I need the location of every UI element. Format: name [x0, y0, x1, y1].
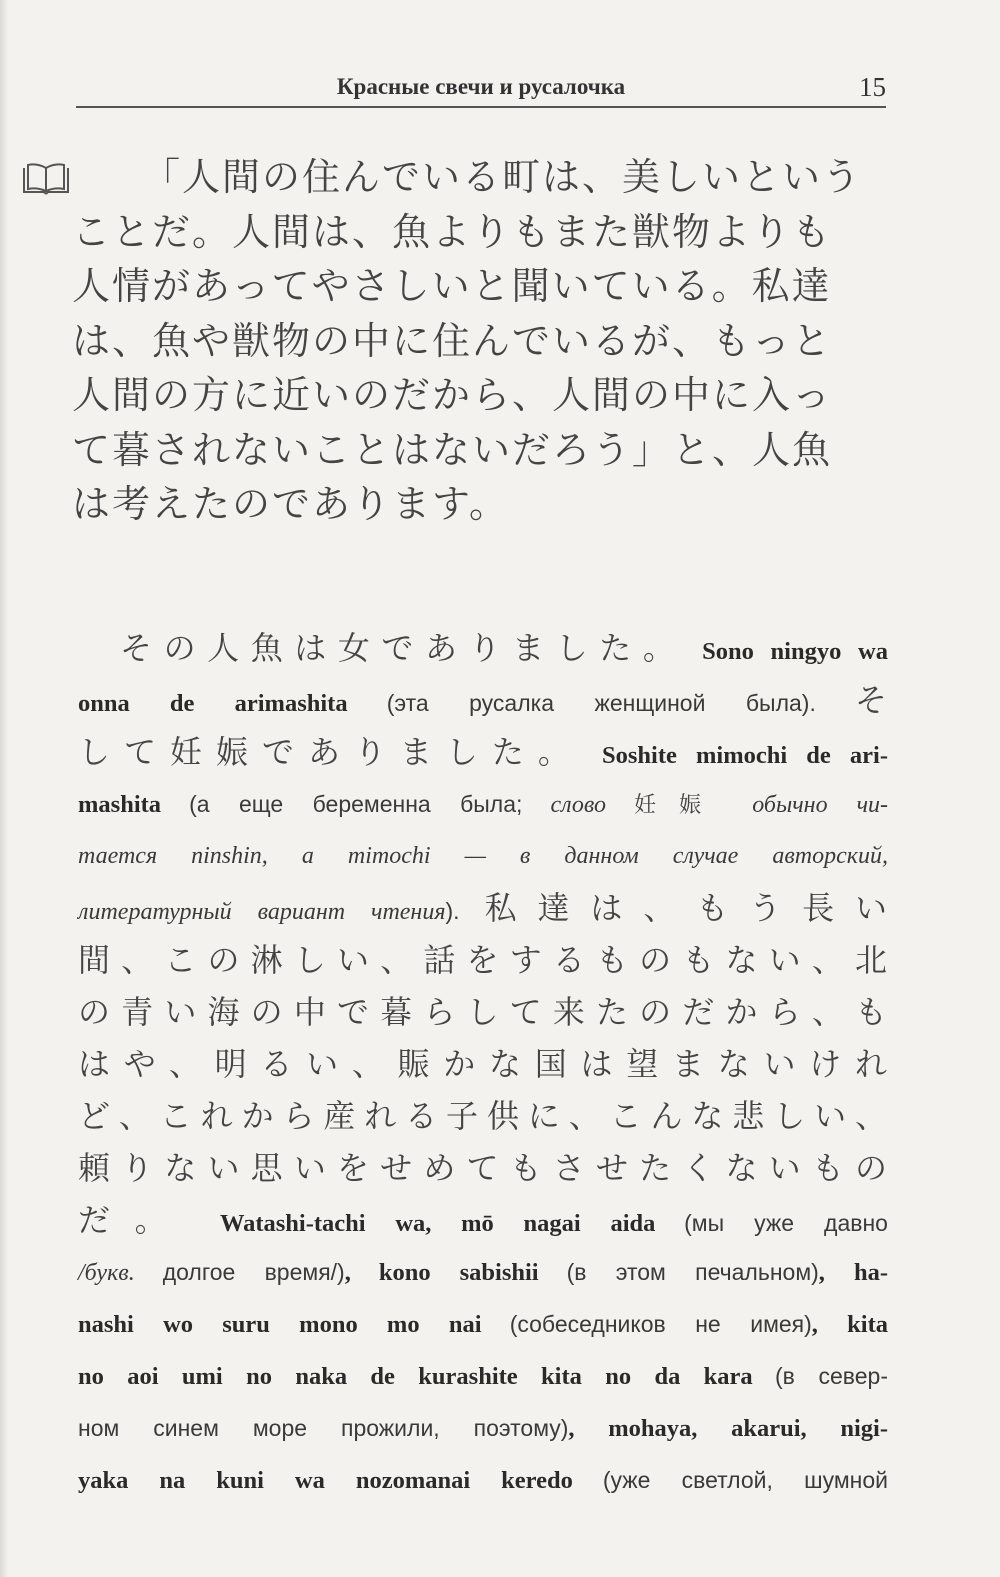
text-line	[78, 778, 888, 830]
text-line	[78, 1038, 888, 1090]
russian-translation: (а еще беременна была;	[189, 791, 523, 817]
romaji-text: Watashi-tachi wa, mō nagai aida	[219, 1210, 656, 1237]
italic-note: литературный вариант чтения	[78, 899, 446, 925]
romaji-text: nashi wo suru mono mo nai	[78, 1311, 482, 1338]
text-line	[78, 674, 888, 726]
russian-translation: (эта русалка женщиной была).	[386, 690, 816, 716]
text-line	[78, 986, 888, 1038]
romaji-text: Sono ningyo wa	[702, 638, 888, 665]
russian-translation: ).	[445, 898, 460, 924]
romaji-text: kono sabishii	[378, 1259, 539, 1286]
romaji-text: ,	[344, 1259, 351, 1286]
passage-line: 人情があってやさしいと聞いている。私達	[72, 264, 832, 308]
russian-translation: (в этом печальном)	[566, 1259, 819, 1285]
page-number: 15	[859, 72, 886, 102]
japanese-text: の青い海の中で暮らして来たのだから、も	[78, 993, 888, 1031]
text-line	[78, 934, 888, 986]
russian-translation: ном синем море прожили, поэтому)	[78, 1415, 569, 1441]
russian-translation: (мы уже давно	[684, 1210, 888, 1236]
japanese-text: はや、明るい、賑かな国は望まないけれ	[78, 1045, 888, 1083]
romaji-text: onna de arimashita	[78, 690, 348, 717]
romaji-text: , kita	[811, 1311, 889, 1338]
passage-line: て暮されないことはないだろう」と、人魚	[72, 427, 833, 472]
japanese-text: ど、これから産れる子供に、こんな悲しい、	[78, 1097, 888, 1135]
japanese-reading-passage	[72, 150, 892, 532]
japanese-text: そ	[855, 681, 889, 719]
japanese-text: して妊娠でありました。	[78, 733, 584, 771]
russian-translation: (собеседников не имея)	[509, 1311, 812, 1337]
passage-line: は、魚や獣物の中に住んでいるが、もっと	[72, 318, 833, 363]
passage-line: 「人間の住んでいる町は、美しいという	[142, 155, 863, 199]
romaji-text: no aoi umi no naka de kurashite kita no da kara	[78, 1363, 753, 1390]
romaji-text: , ha-	[818, 1259, 888, 1286]
annotated-text	[78, 622, 888, 1506]
text-line	[78, 1246, 888, 1298]
passage-line: は考えたのであります。	[72, 482, 509, 526]
text-line	[78, 1298, 888, 1350]
romaji-text: Soshite mimochi de ari-	[601, 742, 888, 769]
japanese-text: 頼りない思いをせめてもさせたくないもの	[78, 1149, 888, 1187]
text-line	[78, 726, 888, 778]
passage-line: 人間の方に近いのだから、人間の中に入っ	[72, 373, 833, 417]
japanese-text: だ。	[78, 1201, 192, 1239]
russian-translation: долгое время/)	[162, 1259, 345, 1285]
passage-line: ことだ。人間は、魚よりもまた獣物よりも	[72, 209, 833, 254]
russian-translation: (в север-	[775, 1363, 889, 1389]
italic-note: /букв.	[78, 1260, 135, 1286]
romaji-text: mashita	[78, 791, 162, 818]
text-line	[78, 882, 888, 934]
romaji-text: yaka na kuni wa nozomanai keredo	[78, 1467, 573, 1494]
italic-note: слово	[550, 792, 607, 818]
italic-note: тается ninshin, а mimochi — в данном случае авторский,	[78, 843, 888, 869]
japanese-text: その人魚は女でありました。	[120, 629, 687, 667]
japanese-text: 間、この淋しい、話をするものもない、北	[78, 941, 888, 979]
chapter-title: Красные свечи и русалочка	[336, 74, 626, 99]
romaji-text: , mohaya, akarui, nigi-	[568, 1415, 888, 1442]
open-book-icon	[20, 162, 72, 198]
text-line	[78, 1090, 888, 1142]
text-line	[78, 1350, 888, 1402]
text-line	[78, 622, 888, 674]
page-edge	[0, 0, 8, 1577]
text-line	[78, 830, 888, 882]
text-line	[78, 1402, 888, 1454]
text-line	[78, 1194, 888, 1246]
italic-note: обычно чи-	[752, 792, 889, 818]
running-header	[76, 66, 886, 108]
japanese-text: 私達は、もう長い	[484, 889, 888, 927]
text-line	[78, 1454, 888, 1506]
text-line	[78, 1142, 888, 1194]
japanese-text: 妊娠	[634, 793, 725, 818]
russian-translation: (уже светлой, шумной	[602, 1467, 888, 1493]
